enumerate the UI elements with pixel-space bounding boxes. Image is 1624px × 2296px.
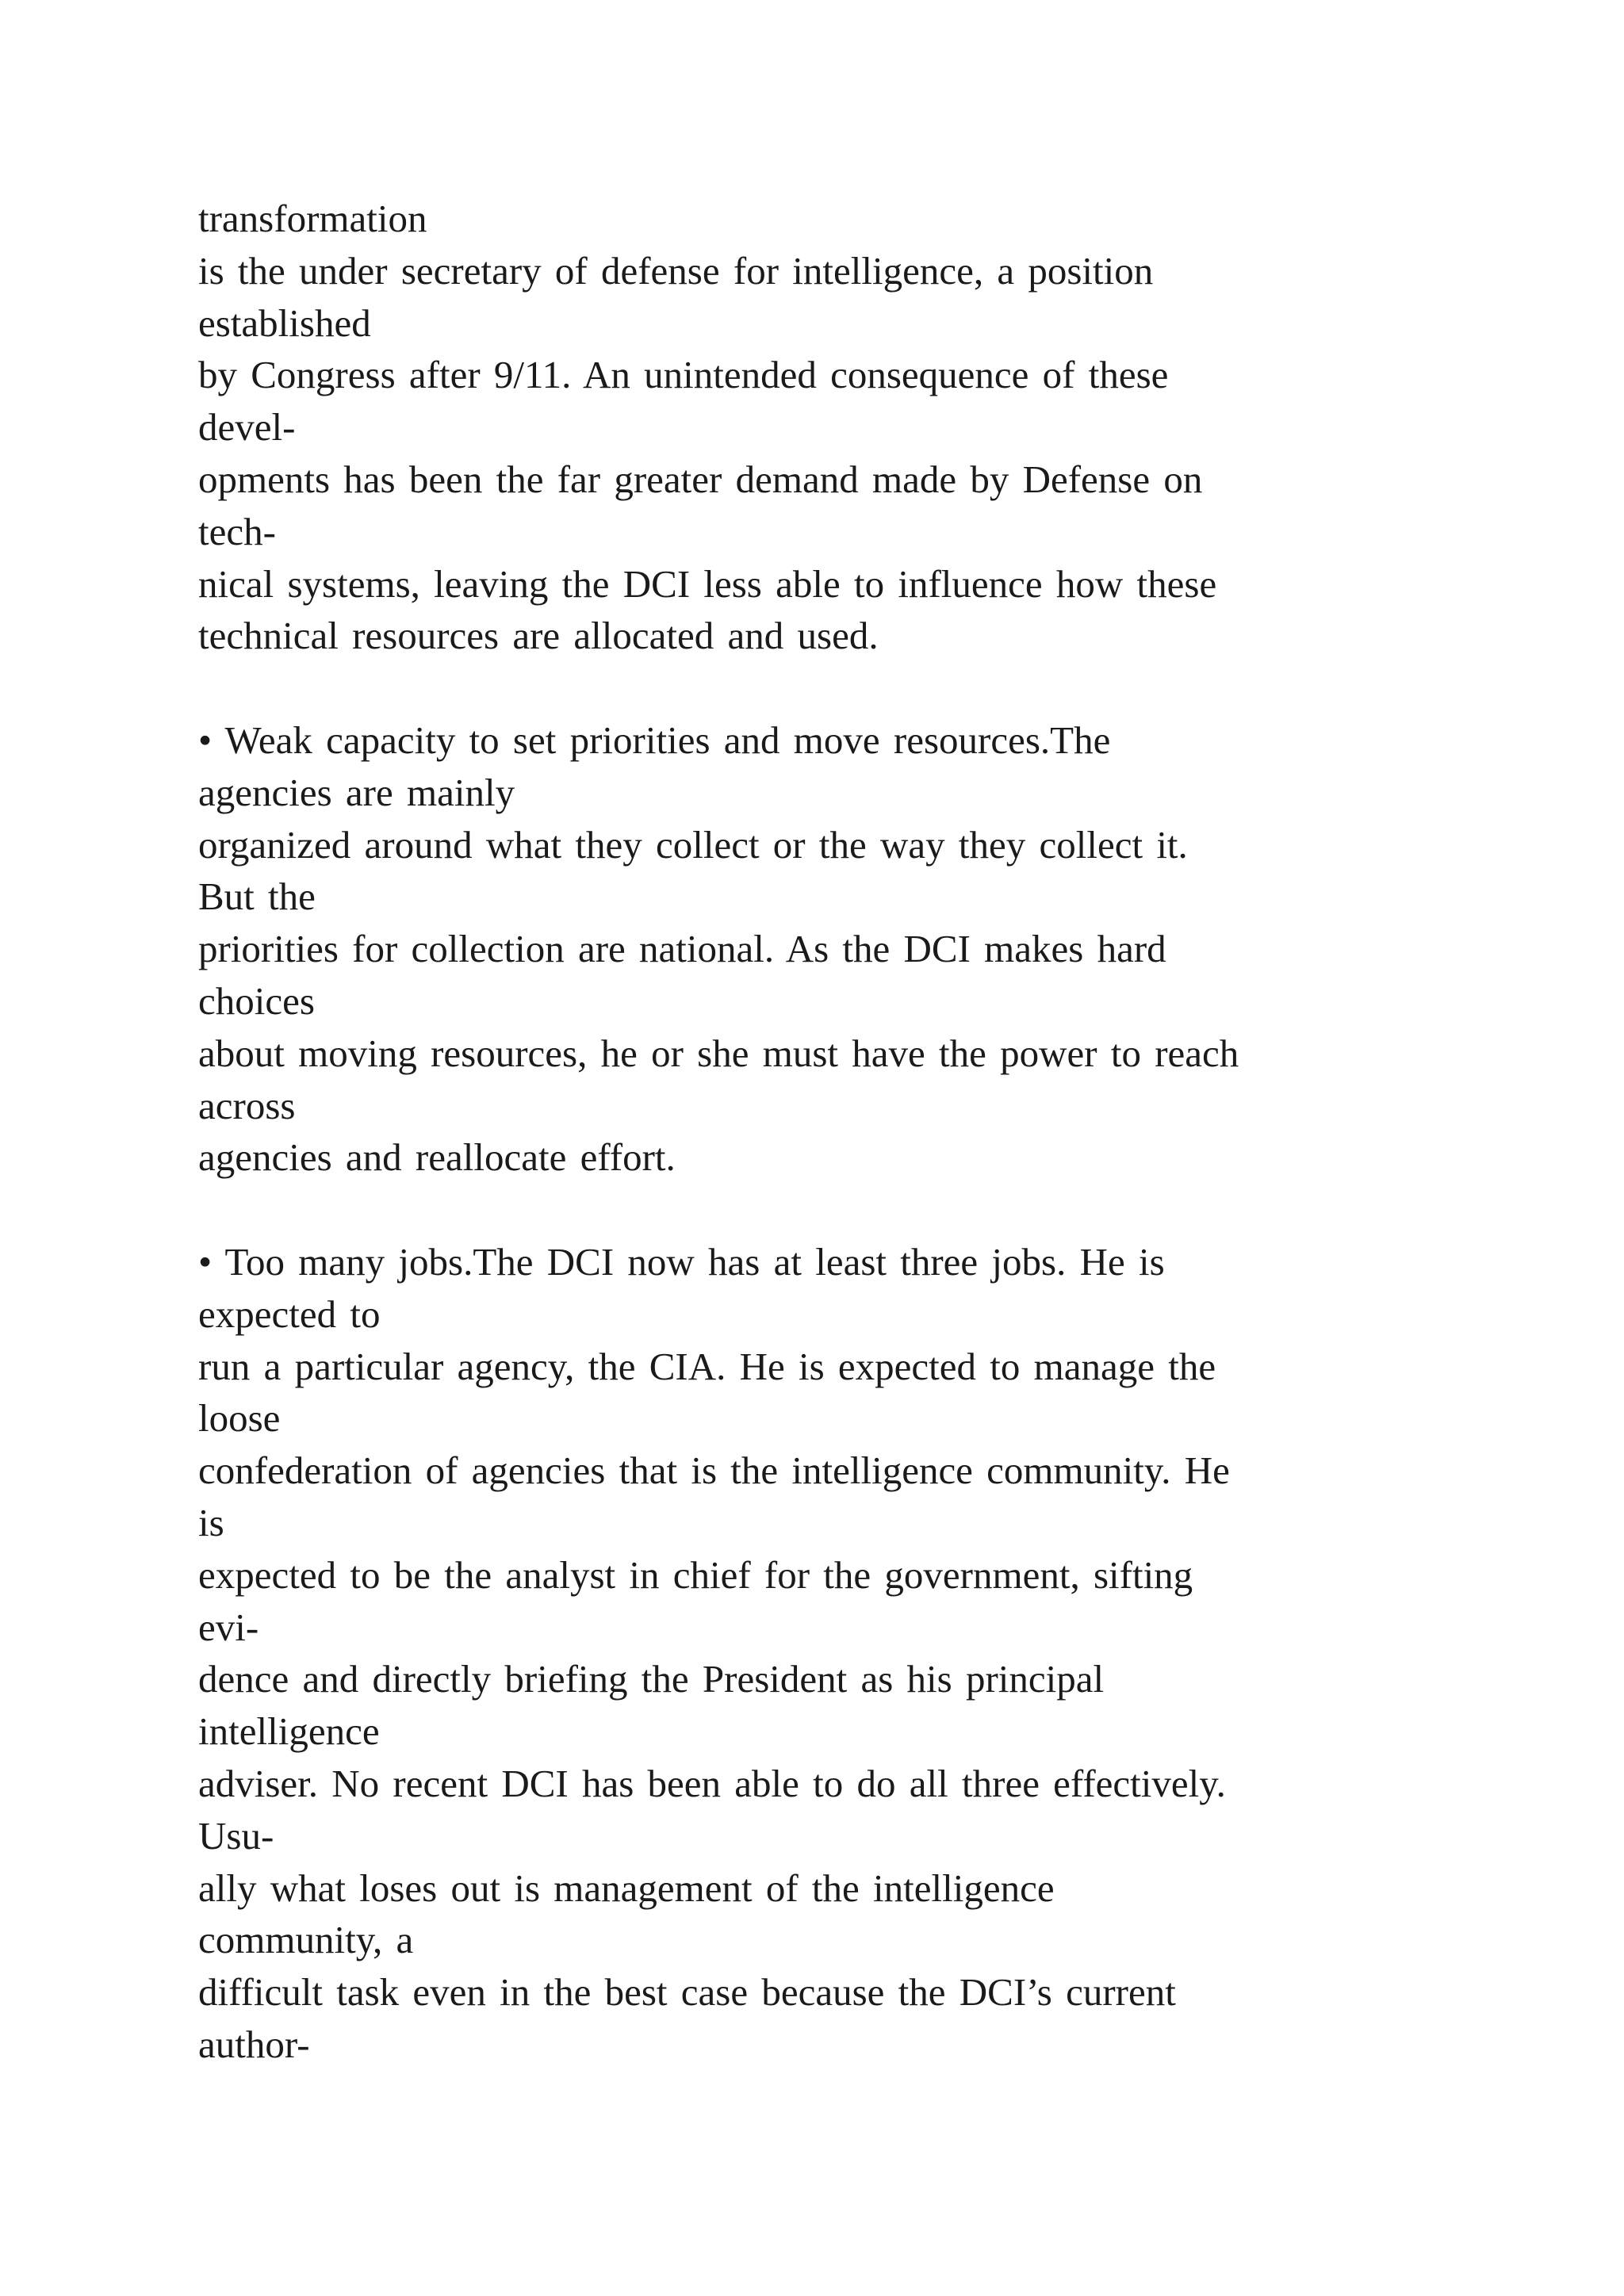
text-line: technical resources are allocated and used. xyxy=(198,614,879,658)
text-line: agencies and reallocate effort. xyxy=(198,1135,676,1180)
text-line: evi- xyxy=(198,1605,259,1649)
text-line: is xyxy=(198,1500,224,1544)
text-line: choices xyxy=(198,978,315,1023)
text-line: community, a xyxy=(198,1918,414,1962)
text-line: expected to xyxy=(198,1292,381,1336)
text-line: devel- xyxy=(198,405,296,450)
text-line: agencies are mainly xyxy=(198,770,515,814)
text-line: Usu- xyxy=(198,1813,274,1858)
text-line: ally what loses out is management of the intelligence xyxy=(198,1866,1055,1910)
paragraph-gap xyxy=(198,1184,1546,1236)
text-line: priorities for collection are national. As the DCI makes hard xyxy=(198,927,1166,971)
text-line: difficult task even in the best case because the DCI’s current xyxy=(198,1970,1176,2015)
text-line: tech- xyxy=(198,509,276,553)
text-line: run a particular agency, the CIA. He is expected to manage the xyxy=(198,1344,1216,1388)
text-line: author- xyxy=(198,2022,310,2066)
text-line: intelligence xyxy=(198,1709,380,1754)
text-line: is the under secretary of defense for intelligence, a position xyxy=(198,248,1154,293)
text-line: by Congress after 9/11. An unintended consequence of these xyxy=(198,353,1169,397)
text-line: confederation of agencies that is the intelligence community. He xyxy=(198,1448,1230,1493)
text-line: established xyxy=(198,300,371,345)
text-line: transformation xyxy=(198,197,427,240)
text-line: opments has been the far greater demand made by Defense on xyxy=(198,457,1203,501)
text-line: • Weak capacity to set priorities and move resources.The xyxy=(198,718,1111,762)
text-line: across xyxy=(198,1083,296,1127)
paragraph-gap xyxy=(198,662,1546,714)
text-line: expected to be the analyst in chief for the government, sifting xyxy=(198,1552,1193,1597)
text-line: • Too many jobs.The DCI now has at least three jobs. He is xyxy=(198,1239,1165,1284)
body-text xyxy=(198,193,1546,2071)
text-line: organized around what they collect or the way they collect it. xyxy=(198,822,1188,867)
text-line: adviser. No recent DCI has been able to do all three effectively. xyxy=(198,1761,1226,1805)
text-line: loose xyxy=(198,1396,281,1441)
text-line: nical systems, leaving the DCI less able to influence how these xyxy=(198,561,1217,606)
text-line: dence and directly briefing the President as his principal xyxy=(198,1657,1105,1701)
text-line: But the xyxy=(198,874,316,919)
text-line: about moving resources, he or she must have the power to reach xyxy=(198,1031,1239,1075)
